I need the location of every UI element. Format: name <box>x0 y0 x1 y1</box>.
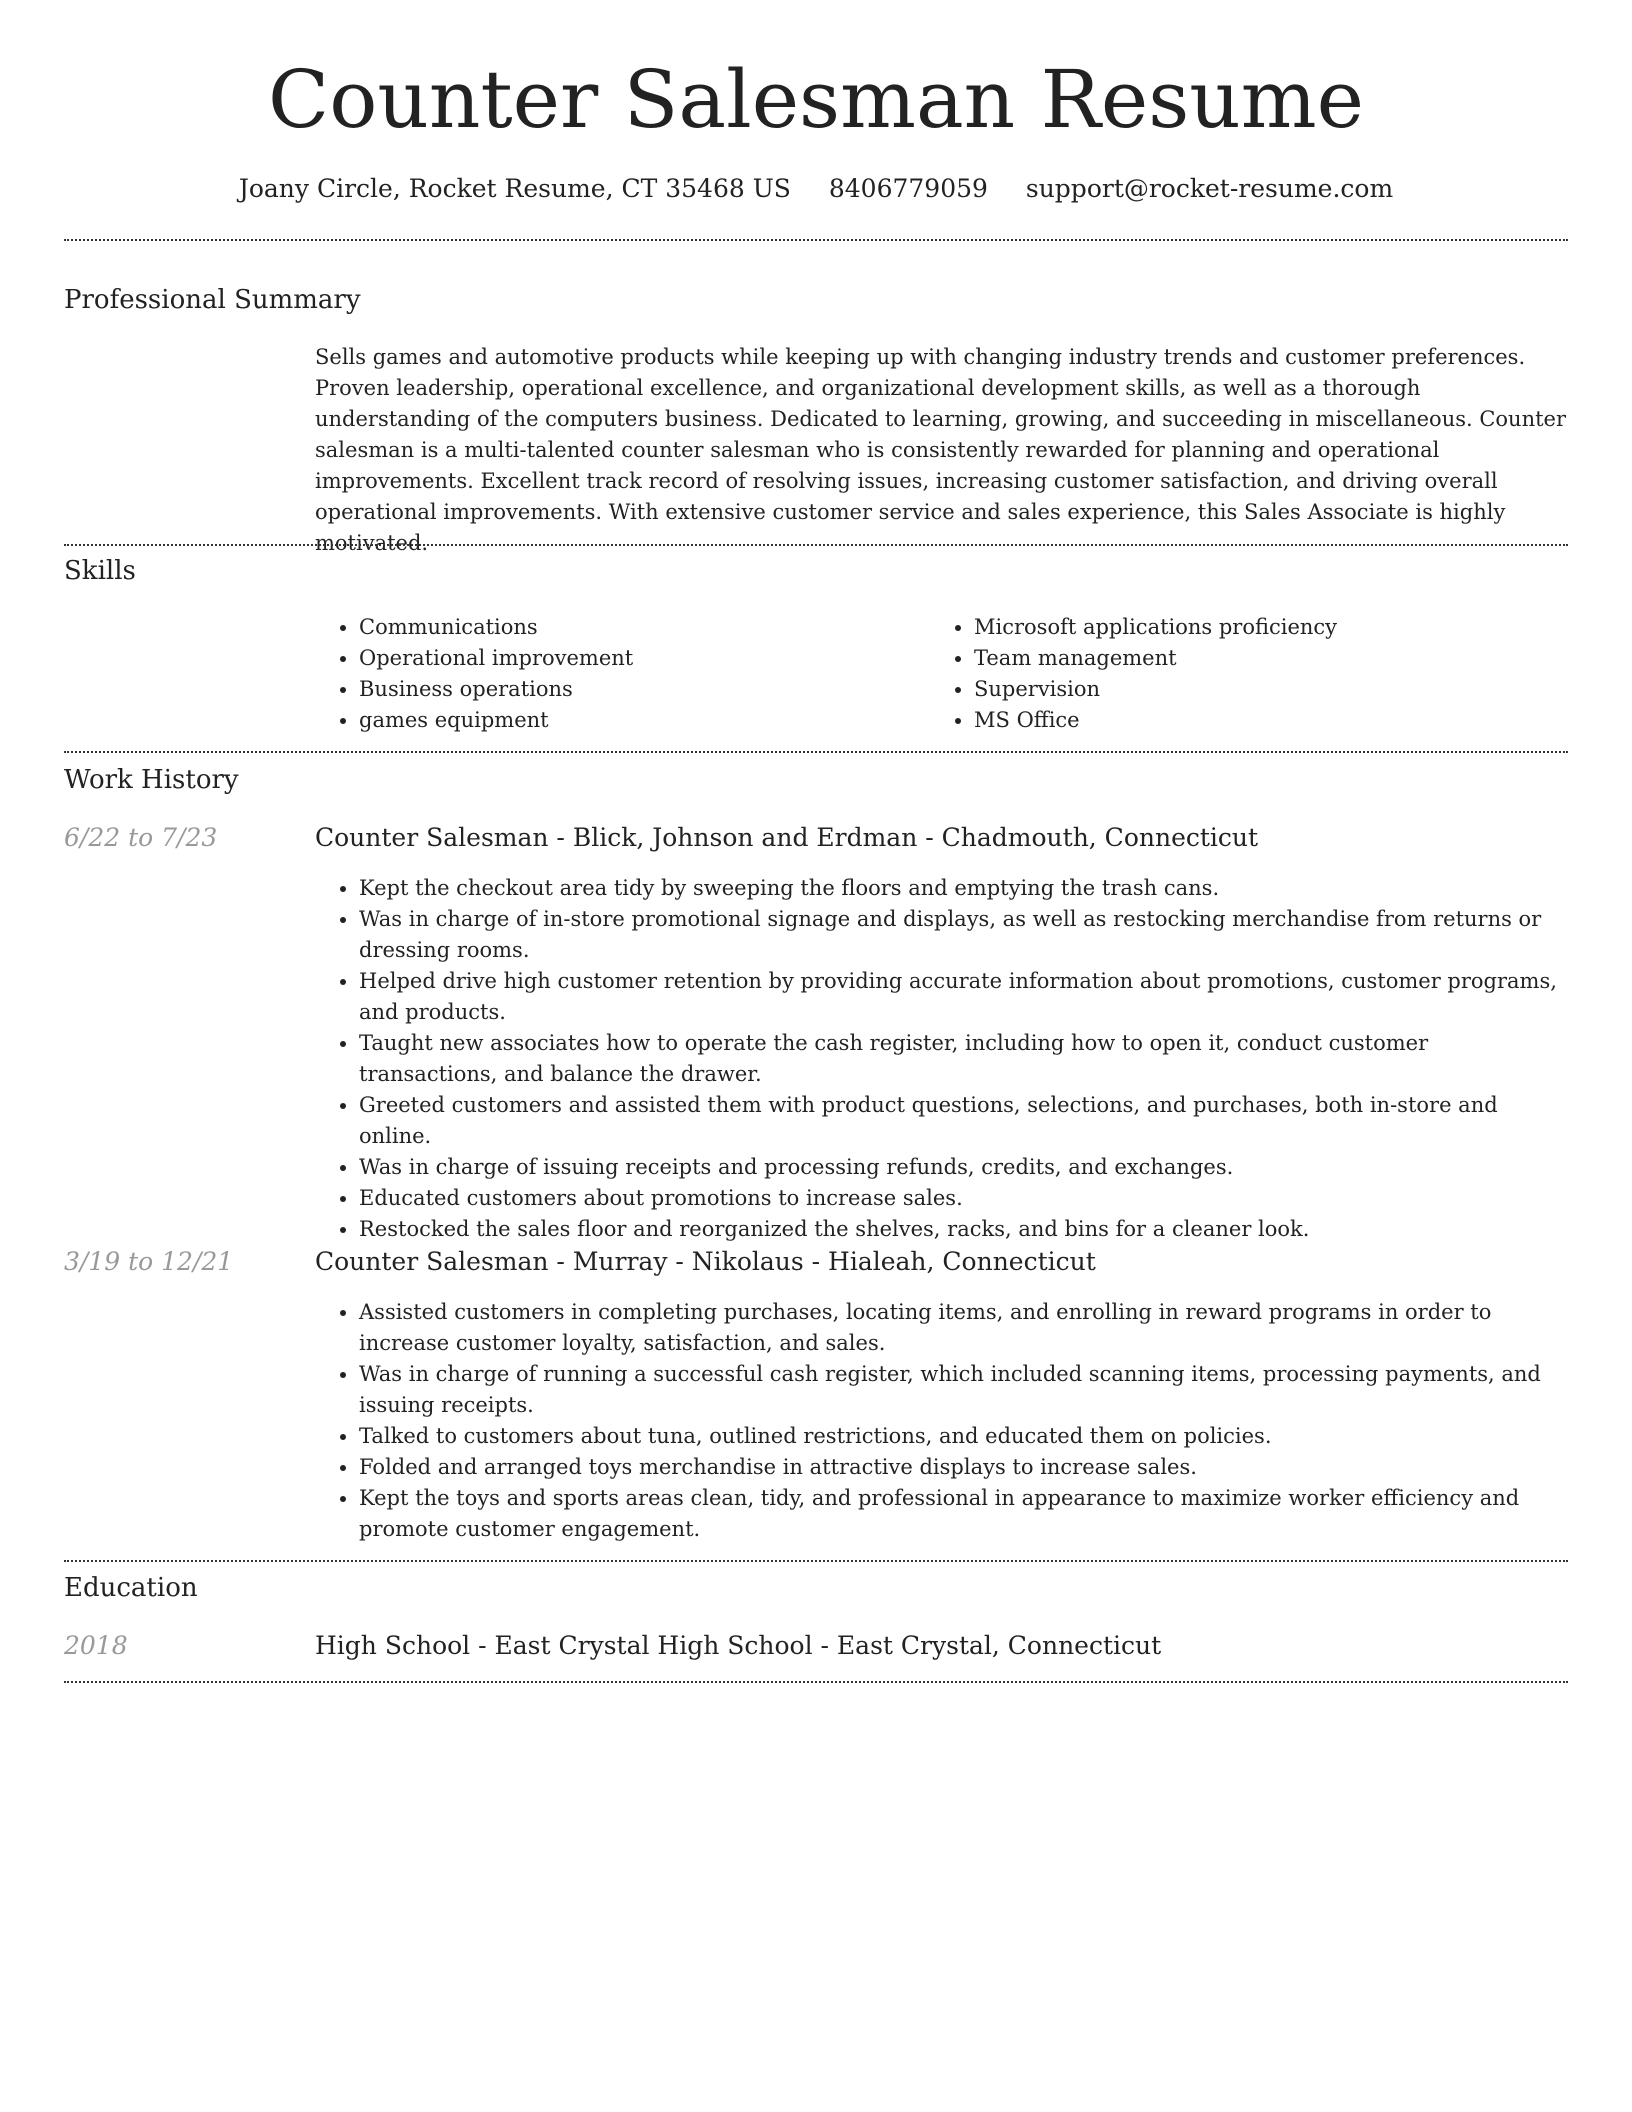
job-bullet: • Kept the toys and sports areas clean, tidy, and professional in appearance to maximize worker efficiency and promote customer engagement. <box>359 1483 1568 1545</box>
job-bullets <box>315 873 1568 1245</box>
contact-email: support@rocket-resume.com <box>1025 174 1394 203</box>
divider <box>64 751 1568 753</box>
contact-phone: 8406779059 <box>828 174 988 203</box>
job-bullet: • Was in charge of issuing receipts and processing refunds, credits, and exchanges. <box>359 1152 1568 1183</box>
job-bullet: • Was in charge of running a successful cash register, which included scanning items, processing payments, and issuing receipts. <box>359 1359 1568 1421</box>
job-bullet: • Taught new associates how to operate the cash register, including how to open it, conduct customer transactions, and balance the drawer. <box>359 1028 1568 1090</box>
job-bullets <box>315 1297 1568 1545</box>
skill-item: • Communications <box>359 612 929 643</box>
skill-item: • MS Office <box>974 705 1574 736</box>
skills-list-right <box>930 612 1574 736</box>
divider <box>64 1560 1568 1562</box>
divider <box>64 239 1568 241</box>
skill-item: • Operational improvement <box>359 643 929 674</box>
skill-item: • Team management <box>974 643 1574 674</box>
section-title-skills: Skills <box>64 556 136 586</box>
skills-list-left <box>315 612 929 736</box>
job-bullet: • Assisted customers in completing purchases, locating items, and enrolling in reward programs in order to increase customer loyalty, satisfaction, and sales. <box>359 1297 1568 1359</box>
job-dates: 3/19 to 12/21 <box>64 1247 234 1276</box>
job-bullet: • Restocked the sales floor and reorganized the shelves, racks, and bins for a cleaner look. <box>359 1214 1568 1245</box>
skill-item: • Business operations <box>359 674 929 705</box>
job-title: Counter Salesman - Murray - Nikolaus - Hialeah, Connecticut <box>315 1247 1096 1276</box>
summary-text: Sells games and automotive products while keeping up with changing industry trends and customer preferences. Proven leadership, operational excellence, and organizational development skills, as well as a thorough understanding of the computers business. Dedicated to learning, growing, and succeeding in miscellaneous. Counter salesman is a multi-talented counter salesman who is consistently rewarded for planning and operational improvements. Excellent track record of resolving issues, increasing customer satisfaction, and driving overall operational improvements. With extensive customer service and sales experience, this Sales Associate is highly motivated. <box>315 345 1567 555</box>
section-title-education: Education <box>64 1573 198 1603</box>
page-title: Counter Salesman Resume <box>268 53 1364 146</box>
job-bullet: • Kept the checkout area tidy by sweeping the floors and emptying the trash cans. <box>359 873 1568 904</box>
job-bullet: • Helped drive high customer retention by providing accurate information about promotions, customer programs, and products. <box>359 966 1568 1028</box>
skill-item: • games equipment <box>359 705 929 736</box>
section-title-summary: Professional Summary <box>64 285 361 315</box>
job-bullet: • Greeted customers and assisted them with product questions, selections, and purchases, both in-store and online. <box>359 1090 1568 1152</box>
contact-line <box>64 172 1568 206</box>
job-dates: 6/22 to 7/23 <box>64 823 218 852</box>
divider <box>64 544 1568 546</box>
job-bullet: • Was in charge of in-store promotional signage and displays, as well as restocking merchandise from returns or dressing rooms. <box>359 904 1568 966</box>
job-bullet: • Folded and arranged toys merchandise in attractive displays to increase sales. <box>359 1452 1568 1483</box>
job-bullet: • Talked to customers about tuna, outlined restrictions, and educated them on policies. <box>359 1421 1568 1452</box>
job-bullet: • Educated customers about promotions to increase sales. <box>359 1183 1568 1214</box>
education-title: High School - East Crystal High School - East Crystal, Connecticut <box>315 1631 1162 1660</box>
education-year: 2018 <box>64 1631 128 1660</box>
section-title-work: Work History <box>64 765 239 795</box>
job-title: Counter Salesman - Blick, Johnson and Erdman - Chadmouth, Connecticut <box>315 823 1259 852</box>
contact-address: Joany Circle, Rocket Resume, CT 35468 US <box>238 174 791 203</box>
skill-item: • Supervision <box>974 674 1574 705</box>
divider <box>64 1681 1568 1683</box>
skill-item: • Microsoft applications proficiency <box>974 612 1574 643</box>
